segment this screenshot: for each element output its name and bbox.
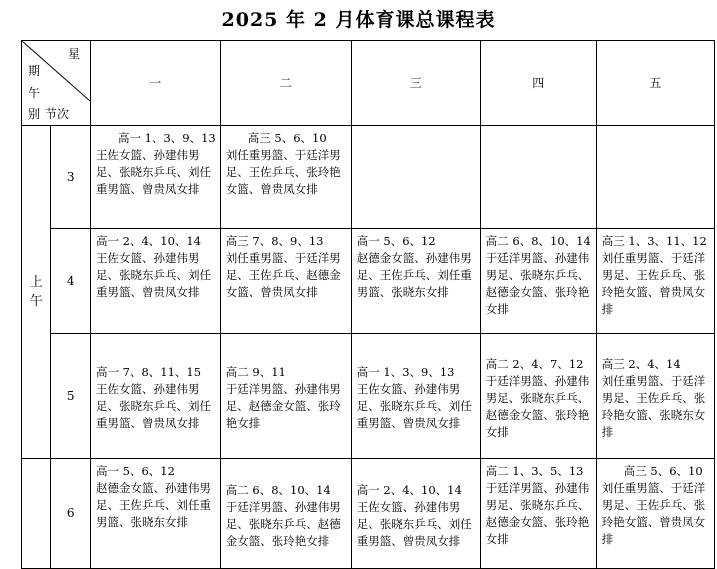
session-label-char: 午: [29, 294, 43, 309]
schedule-table: [21, 40, 715, 569]
teacher-list: 刘任重男篮、于廷洋男足、王佐乒乓、张玲艳女篮、曾贵凤女排: [601, 251, 706, 316]
schedule-cell: [596, 126, 714, 229]
schedule-cell: [351, 334, 480, 459]
teacher-list: 刘任重男篮、于廷洋男足、王佐乒乓、张玲艳女篮、曾贵凤女排: [225, 148, 341, 196]
teacher-list: 王佐女篮、孙建伟男足、张晓东乒乓、刘任重男篮、曾贵凤女排: [356, 382, 472, 430]
schedule-cell: [220, 126, 351, 229]
schedule-cell: [91, 459, 221, 569]
table-row: [22, 334, 715, 459]
teacher-list: 于廷洋男篮、孙建伟男足、张晓东乒乓、赵德金女篮、张玲艳女排: [485, 481, 590, 546]
period-cell: 6: [51, 459, 91, 569]
class-list: 高三 5、6、10: [247, 131, 327, 145]
corner-session-label-2: 午: [28, 86, 41, 100]
teacher-list: 刘任重男篮、于廷洋男足、王佐乒乓、张玲艳女篮、张晓东女排: [601, 373, 706, 439]
schedule-cell: [596, 229, 714, 334]
teacher-list: 刘任重男篮、于廷洋男足、王佐乒乓、赵德金女篮、曾贵凤女排: [225, 251, 341, 299]
schedule-cell: [220, 229, 351, 334]
teacher-list: 王佐女篮、孙建伟男足、张晓东乒乓、刘任重男篮、曾贵凤女排: [96, 251, 211, 299]
class-list: 高二 1、3、5、13: [485, 464, 584, 478]
schedule-cell: [480, 229, 596, 334]
class-list: 高一 5、6、12: [356, 234, 436, 248]
teacher-list: 王佐女篮、孙建伟男足、张晓东乒乓、刘任重男篮、曾贵凤女排: [96, 148, 211, 196]
teacher-list: 于廷洋男篮、孙建伟男足、赵德金女篮、张玲艳女排: [225, 382, 341, 430]
day-header-tue: 二: [220, 41, 351, 126]
schedule-cell: [220, 459, 351, 569]
corner-session-label-3: 别: [28, 107, 41, 121]
table-row: [22, 229, 715, 334]
class-list: 高一 1、3、9、13: [118, 131, 216, 145]
teacher-list: 王佐女篮、孙建伟男足、张晓东乒乓、刘任重男篮、曾贵凤女排: [356, 499, 472, 548]
period-cell: 4: [51, 229, 91, 334]
schedule-cell: [351, 126, 480, 229]
teacher-list: 王佐女篮、孙建伟男足、张晓东乒乓、刘任重男篮、曾贵凤女排: [96, 382, 211, 430]
teacher-list: 刘任重男篮、于廷洋男足、王佐乒乓、张玲艳女篮、曾贵凤女排: [601, 481, 706, 546]
corner-header: [22, 41, 91, 126]
schedule-cell: [351, 459, 480, 569]
schedule-cell: [91, 126, 221, 229]
teacher-list: 于廷洋男篮、孙建伟男足、张晓东乒乓、赵德金女篮、张玲艳女排: [485, 373, 590, 439]
day-header-wed: 三: [351, 41, 480, 126]
table-row: [22, 459, 715, 569]
schedule-cell: [91, 334, 221, 459]
teacher-list: 赵德金女篮、孙建伟男足、王佐乒乓、刘任重男篮、张晓东女排: [356, 251, 472, 299]
class-list: 高三 2、4、14: [601, 356, 681, 371]
schedule-cell: [351, 229, 480, 334]
corner-session-label-1: 期: [28, 64, 41, 78]
page-title: 2025 年 2 月体育课总课程表: [221, 9, 496, 31]
session-morning: [22, 126, 51, 459]
schedule-cell: [480, 334, 596, 459]
class-list: 高一 5、6、12: [96, 464, 175, 478]
table-row: [22, 126, 715, 229]
schedule-cell: [91, 229, 221, 334]
teacher-list: 赵德金女篮、孙建伟男足、王佐乒乓、刘任重男篮、张晓东女排: [96, 481, 211, 529]
period-cell: 3: [51, 126, 91, 229]
day-header-mon: 一: [91, 41, 221, 126]
session-afternoon: [22, 459, 51, 569]
class-list: 高三 5、6、10: [623, 464, 703, 478]
session-label-char: 上: [29, 275, 43, 290]
class-list: 高三 7、8、9、13: [225, 234, 324, 248]
class-list: 高一 2、4、10、14: [356, 482, 462, 497]
day-header-thu: 四: [480, 41, 596, 126]
schedule-cell: [596, 459, 714, 569]
schedule-cell: [480, 126, 596, 229]
class-list: 高二 9、11: [225, 365, 286, 379]
class-list: 高二 2、4、7、12: [485, 356, 584, 371]
class-list: 高三 1、3、11、12: [601, 234, 707, 248]
teacher-list: 于廷洋男篮、孙建伟男足、张晓东乒乓、赵德金女篮、张玲艳女排: [485, 251, 590, 316]
class-list: 高二 6、8、10、14: [485, 234, 591, 248]
class-list: 高一 7、8、11、15: [96, 365, 202, 379]
header-row: [22, 41, 715, 126]
teacher-list: 于廷洋男篮、孙建伟男足、张晓东乒乓、赵德金女篮、张玲艳女排: [225, 499, 341, 548]
class-list: 高一 2、4、10、14: [96, 234, 202, 248]
class-list: 高二 6、8、10、14: [225, 482, 331, 497]
schedule-cell: [596, 334, 714, 459]
class-list: 高一 1、3、9、13: [356, 365, 455, 379]
corner-period-label: 节次: [45, 107, 70, 121]
schedule-cell: [220, 334, 351, 459]
schedule-cell: [480, 459, 596, 569]
day-header-fri: 五: [596, 41, 714, 126]
period-cell: 5: [51, 334, 91, 459]
corner-day-label: 星: [68, 47, 81, 61]
